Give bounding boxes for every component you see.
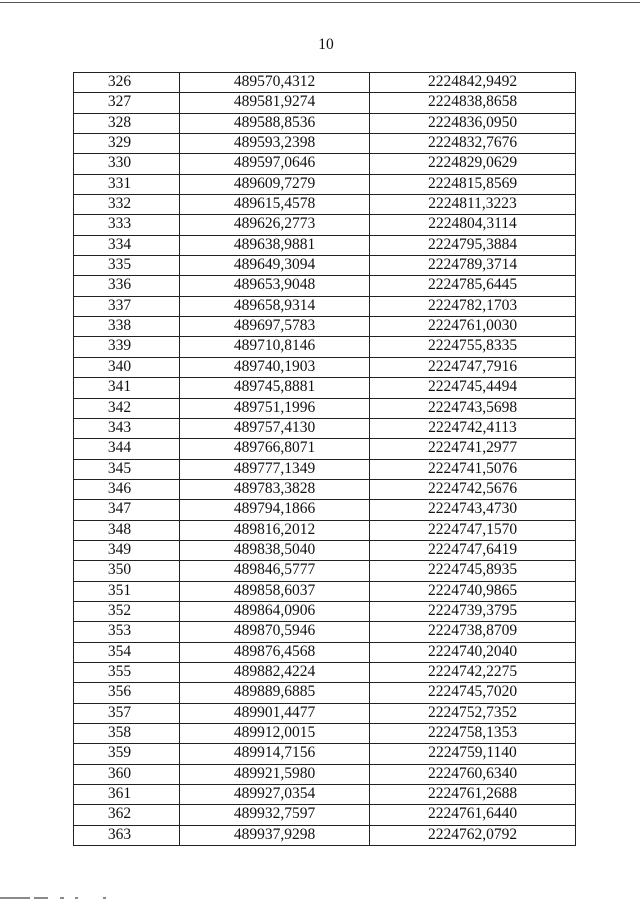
point-number-cell: 334 [74,236,180,256]
second-value-cell: 2224758,1353 [370,724,576,744]
second-value-cell: 2224738,8709 [370,622,576,642]
first-value-cell: 489937,9298 [180,826,370,846]
first-value-cell: 489626,2773 [180,215,370,235]
second-value-cell: 2224761,2688 [370,785,576,805]
second-value-cell: 2224842,9492 [370,73,576,93]
scan-artifact [0,897,30,899]
second-value-cell: 2224743,4730 [370,500,576,520]
first-value-cell: 489745,8881 [180,378,370,398]
page-top-edge [0,2,640,3]
second-value-cell: 2224745,8935 [370,561,576,581]
point-number-cell: 360 [74,765,180,785]
second-value-cell: 2224804,3114 [370,215,576,235]
second-value-cell: 2224752,7352 [370,704,576,724]
point-number-cell: 343 [74,419,180,439]
point-number-cell: 357 [74,704,180,724]
scan-artifact [75,897,78,899]
point-number-cell: 340 [74,358,180,378]
second-value-cell: 2224838,8658 [370,93,576,113]
second-value-cell: 2224829,0629 [370,154,576,174]
first-value-cell: 489766,8071 [180,439,370,459]
coordinates-table [73,72,576,846]
point-number-cell: 347 [74,500,180,520]
point-number-cell: 355 [74,663,180,683]
scan-artifact [60,897,64,899]
first-value-cell: 489846,5777 [180,561,370,581]
scan-artifact [103,897,106,899]
first-value-cell: 489889,6885 [180,683,370,703]
scan-artifact [34,897,48,899]
second-value-cell: 2224742,5676 [370,480,576,500]
first-value-cell: 489783,3828 [180,480,370,500]
first-value-cell: 489570,4312 [180,73,370,93]
second-value-cell: 2224740,2040 [370,643,576,663]
point-number-cell: 338 [74,317,180,337]
first-value-cell: 489609,7279 [180,175,370,195]
point-number-cell: 337 [74,297,180,317]
second-value-cell: 2224759,1140 [370,744,576,764]
second-value-cell: 2224836,0950 [370,114,576,134]
first-value-cell: 489757,4130 [180,419,370,439]
point-number-cell: 341 [74,378,180,398]
second-value-cell: 2224739,3795 [370,602,576,622]
point-number-cell: 331 [74,175,180,195]
point-number-cell: 332 [74,195,180,215]
first-value-cell: 489697,5783 [180,317,370,337]
point-number-cell: 359 [74,744,180,764]
point-number-cell: 363 [74,826,180,846]
point-number-cell: 346 [74,480,180,500]
second-value-cell: 2224815,8569 [370,175,576,195]
point-number-cell: 354 [74,643,180,663]
second-value-cell: 2224811,3223 [370,195,576,215]
second-value-cell: 2224789,3714 [370,256,576,276]
second-value-cell: 2224762,0792 [370,826,576,846]
second-value-cell: 2224761,6440 [370,805,576,825]
second-value-cell: 2224740,9865 [370,582,576,602]
point-number-cell: 336 [74,276,180,296]
first-value-cell: 489870,5946 [180,622,370,642]
second-value-cell: 2224747,1570 [370,521,576,541]
point-number-cell: 356 [74,683,180,703]
point-number-cell: 335 [74,256,180,276]
first-value-cell: 489901,4477 [180,704,370,724]
point-number-cell: 353 [74,622,180,642]
first-value-cell: 489751,1996 [180,399,370,419]
first-value-cell: 489653,9048 [180,276,370,296]
first-value-cell: 489912,0015 [180,724,370,744]
point-number-cell: 328 [74,114,180,134]
second-value-cell: 2224747,7916 [370,358,576,378]
point-number-cell: 348 [74,521,180,541]
second-value-cell: 2224742,4113 [370,419,576,439]
second-value-cell: 2224741,2977 [370,439,576,459]
point-number-cell: 333 [74,215,180,235]
first-value-cell: 489777,1349 [180,460,370,480]
second-value-cell: 2224741,5076 [370,460,576,480]
point-number-cell: 327 [74,93,180,113]
first-value-cell: 489927,0354 [180,785,370,805]
point-number-cell: 349 [74,541,180,561]
point-number-cell: 351 [74,582,180,602]
page-number: 10 [318,36,334,53]
first-value-cell: 489816,2012 [180,521,370,541]
point-number-cell: 344 [74,439,180,459]
second-value-cell: 2224747,6419 [370,541,576,561]
first-value-cell: 489597,0646 [180,154,370,174]
second-value-cell: 2224782,1703 [370,297,576,317]
first-value-cell: 489914,7156 [180,744,370,764]
first-value-cell: 489838,5040 [180,541,370,561]
first-value-cell: 489882,4224 [180,663,370,683]
first-value-cell: 489710,8146 [180,337,370,357]
first-value-cell: 489588,8536 [180,114,370,134]
first-value-cell: 489649,3094 [180,256,370,276]
first-value-cell: 489921,5980 [180,765,370,785]
first-value-cell: 489864,0906 [180,602,370,622]
point-number-cell: 330 [74,154,180,174]
first-value-cell: 489615,4578 [180,195,370,215]
second-value-cell: 2224795,3884 [370,236,576,256]
first-value-cell: 489932,7597 [180,805,370,825]
first-value-cell: 489740,1903 [180,358,370,378]
second-value-cell: 2224745,7020 [370,683,576,703]
second-value-cell: 2224760,6340 [370,765,576,785]
second-value-cell: 2224742,2275 [370,663,576,683]
second-value-cell: 2224761,0030 [370,317,576,337]
first-value-cell: 489858,6037 [180,582,370,602]
first-value-cell: 489581,9274 [180,93,370,113]
point-number-cell: 361 [74,785,180,805]
point-number-cell: 342 [74,399,180,419]
point-number-cell: 339 [74,337,180,357]
point-number-cell: 350 [74,561,180,581]
point-number-cell: 329 [74,134,180,154]
first-value-cell: 489876,4568 [180,643,370,663]
second-value-cell: 2224755,8335 [370,337,576,357]
point-number-cell: 345 [74,460,180,480]
first-value-cell: 489794,1866 [180,500,370,520]
second-value-cell: 2224743,5698 [370,399,576,419]
second-value-cell: 2224785,6445 [370,276,576,296]
second-value-cell: 2224745,4494 [370,378,576,398]
first-value-cell: 489593,2398 [180,134,370,154]
point-number-cell: 362 [74,805,180,825]
second-value-cell: 2224832,7676 [370,134,576,154]
point-number-cell: 358 [74,724,180,744]
point-number-cell: 352 [74,602,180,622]
first-value-cell: 489638,9881 [180,236,370,256]
point-number-cell: 326 [74,73,180,93]
first-value-cell: 489658,9314 [180,297,370,317]
